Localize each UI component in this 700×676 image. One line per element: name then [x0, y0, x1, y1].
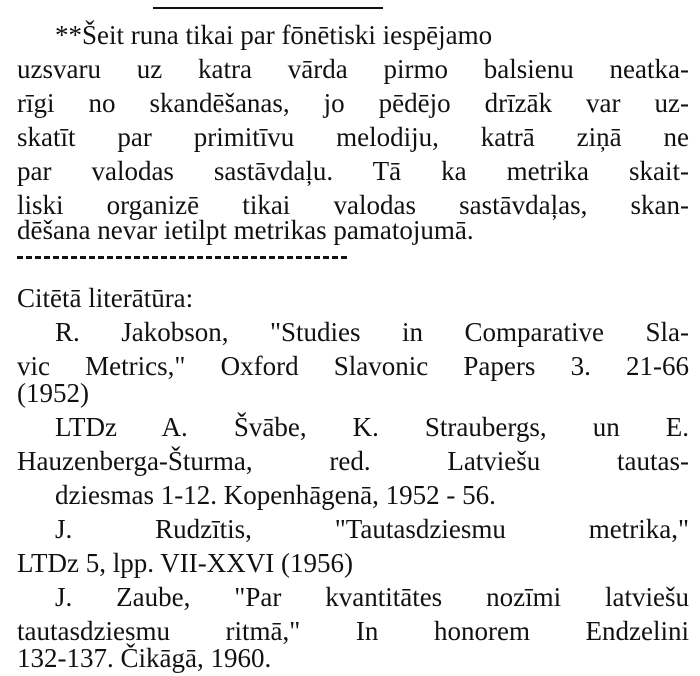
reference-line: Hauzenberga-Šturma, red. Latviešu tautas- — [17, 446, 689, 476]
footnote-line: **Šeit runa tikai par fōnētiski iespējamo — [55, 20, 493, 50]
reference-line: LTDz A. Švābe, K. Straubergs, un E. — [55, 412, 689, 442]
reference-line: J. Rudzītis, "Tautasdziesmu metrika," — [55, 514, 689, 544]
reference-line: R. Jakobson, "Studies in Comparative Sla- — [55, 317, 689, 347]
footnote-line: liski organizē tikai valodas sastāvdaļas, skan- — [17, 190, 689, 220]
reference-line: 132-137. Čikāgā, 1960. — [17, 643, 272, 673]
reference-line: J. Zaube, "Par kvantitātes nozīmi latviešu — [55, 582, 689, 612]
reference-line: vic Metrics," Oxford Slavonic Papers 3. 21-66 — [17, 351, 689, 381]
footnote-line: par valodas sastāvdaļu. Tā ka metrika skait- — [17, 156, 689, 186]
reference-line: (1952) — [17, 378, 89, 408]
reference-line: tautasdziesmu ritmā," In honorem Endzelini — [17, 616, 689, 646]
references-separator-rule — [17, 256, 347, 259]
footnote-line: dēšana nevar ietilpt metrikas pamatojumā. — [17, 215, 474, 245]
footnote-line: skatīt par primitīvu melodiju, katrā ziņā ne — [17, 122, 689, 152]
reference-line: dziesmas 1-12. Kopenhāgenā, 1952 - 56. — [55, 480, 496, 510]
footnote-line: uzsvaru uz katra vārda pirmo balsienu neatka- — [17, 54, 689, 84]
references-heading: Citētā literātūra: — [17, 283, 194, 313]
footnote-line: rīgi no skandēšanas, jo pēdējo drīzāk var uz- — [17, 88, 689, 118]
reference-line: LTDz 5, lpp. VII-XXVI (1956) — [17, 548, 353, 578]
footnote-separator-rule — [153, 7, 383, 9]
